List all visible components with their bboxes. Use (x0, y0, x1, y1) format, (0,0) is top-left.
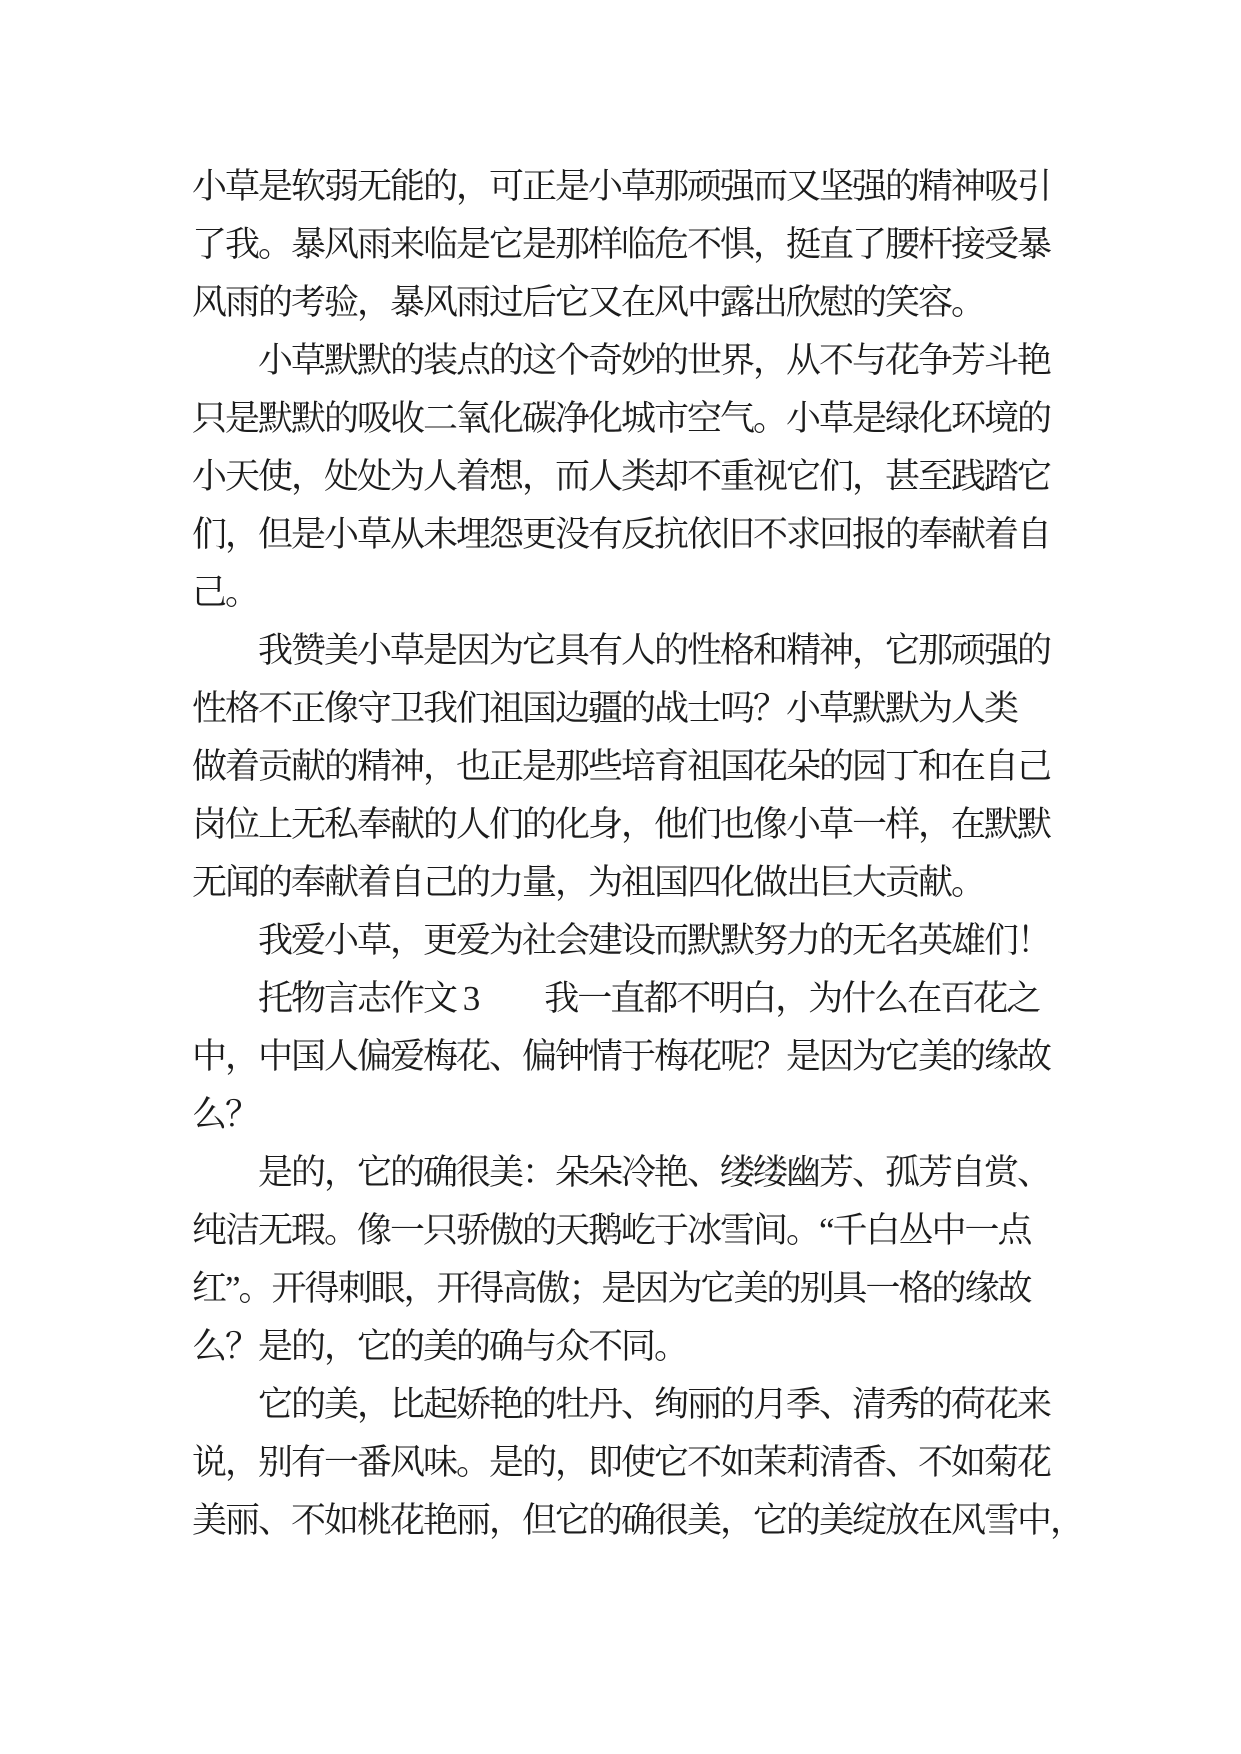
text-line: 了我。暴风雨来临是它是那样临危不惧，挺直了腰杆接受暴 (192, 225, 1051, 264)
text-line: 无闻的奉献着自己的力量，为祖国四化做出巨大贡献。 (192, 863, 985, 902)
text-line: 么？ (192, 1095, 259, 1134)
text-line: 说，别有一番风味。是的，即使它不如茉莉清香、不如菊花 (192, 1443, 1051, 1482)
text-line: 己。 (192, 573, 259, 612)
text-line: 小天使，处处为人着想，而人类却不重视它们，甚至践踏它 (192, 457, 1051, 496)
text-line: 美丽、不如桃花艳丽，但它的确很美，它的美绽放在风雪中， (192, 1501, 1084, 1540)
text-line: 小草默默的装点的这个奇妙的世界，从不与花争芳斗艳 (192, 341, 1051, 380)
text-line: 纯洁无瑕。像一只骄傲的天鹅屹于冰雪间。“千白丛中一点 (192, 1211, 1031, 1250)
text-line: 岗位上无私奉献的人们的化身，他们也像小草一样，在默默 (192, 805, 1051, 844)
text-line: 托物言志作文 3 我一直都不明白，为什么在百花之 (192, 979, 1040, 1018)
essay-text-block (192, 158, 1084, 1550)
text-line: 性格不正像守卫我们祖国边疆的战士吗？小草默默为人类 (192, 689, 1018, 728)
text-line: 中，中国人偏爱梅花、偏钟情于梅花呢？是因为它美的缘故 (192, 1037, 1051, 1076)
text-line: 做着贡献的精神，也正是那些培育祖国花朵的园丁和在自己 (192, 747, 1051, 786)
text-line: 是的，它的确很美：朵朵冷艳、缕缕幽芳、孤芳自赏、 (192, 1153, 1051, 1192)
text-line: 风雨的考验，暴风雨过后它又在风中露出欣慰的笑容。 (192, 283, 985, 322)
text-line: 只是默默的吸收二氧化碳净化城市空气。小草是绿化环境的 (192, 399, 1051, 438)
text-line: 我赞美小草是因为它具有人的性格和精神，它那顽强的 (192, 631, 1051, 670)
text-line: 它的美，比起娇艳的牡丹、绚丽的月季、清秀的荷花来 (192, 1385, 1051, 1424)
text-line: 我爱小草，更爱为社会建设而默默努力的无名英雄们！ (192, 921, 1051, 960)
text-line: 们，但是小草从未埋怨更没有反抗依旧不求回报的奉献着自 (192, 515, 1051, 554)
text-line: 么？是的，它的美的确与众不同。 (192, 1327, 688, 1366)
text-line: 红”。开得刺眼，开得高傲；是因为它美的别具一格的缘故 (192, 1269, 1031, 1308)
text-line: 小草是软弱无能的，可正是小草那顽强而又坚强的精神吸引 (192, 167, 1051, 206)
